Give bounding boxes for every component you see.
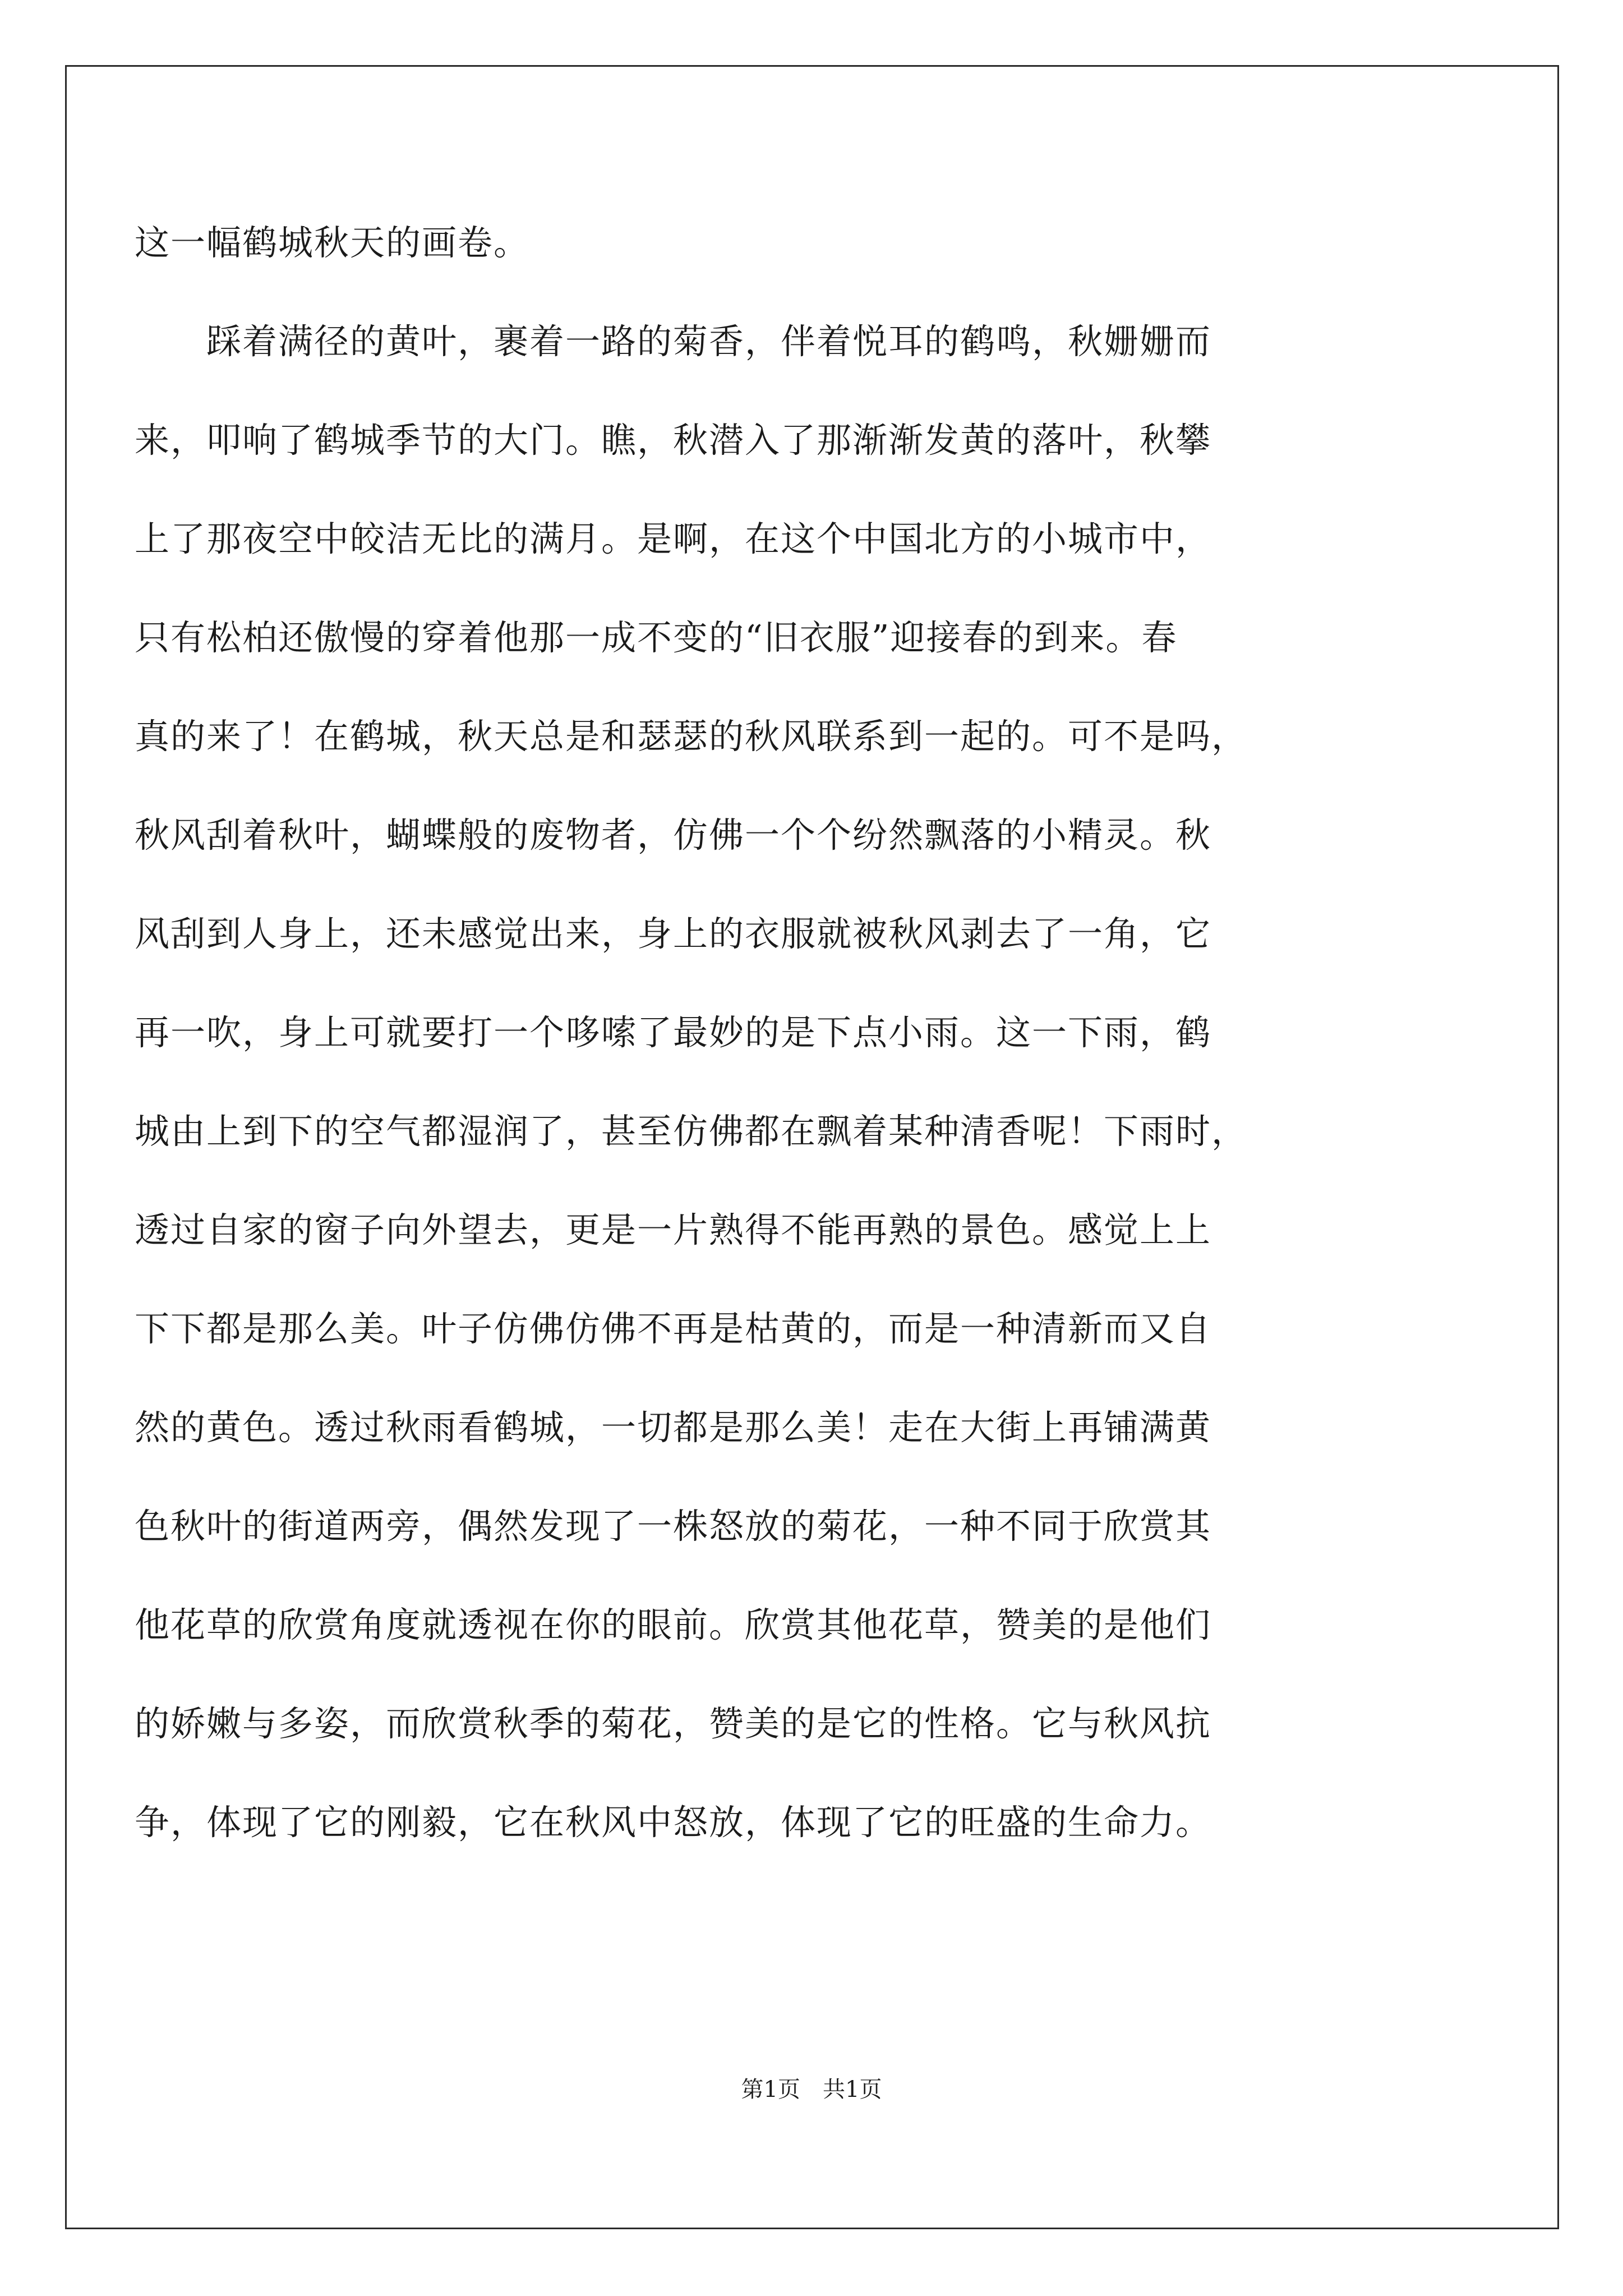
page-number-footer: 第1页 共1页 [741,2077,882,2102]
text-line: 他花草的欣赏角度就透视在你的眼前。欣赏其他花草，赞美的是他们 [135,1604,1212,1645]
text-line: 风刮到人身上，还未感觉出来，身上的衣服就被秋风剥去了一角，它 [135,913,1212,954]
text-line: 城由上到下的空气都湿润了，甚至仿佛都在飘着某种清香呢！下雨时， [135,1111,1248,1152]
article-body [135,194,1570,1872]
text-line: 真的来了！在鹤城，秋天总是和瑟瑟的秋风联系到一起的。可不是吗， [135,716,1248,757]
text-line: 踩着满径的黄叶，裹着一路的菊香，伴着悦耳的鹤鸣，秋姗姗而 [135,321,1212,362]
text-line: 的娇嫩与多姿，而欣赏秋季的菊花，赞美的是它的性格。它与秋风抗 [135,1703,1212,1744]
text-line: 再一吹，身上可就要打一个哆嗦了最妙的是下点小雨。这一下雨，鹤 [135,1012,1212,1053]
text-line: 然的黄色。透过秋雨看鹤城，一切都是那么美！走在大街上再铺满黄 [135,1407,1212,1448]
text-line: 下下都是那么美。叶子仿佛仿佛不再是枯黄的，而是一种清新而又自 [135,1308,1212,1349]
text-line: 秋风刮着秋叶，蝴蝶般的废物者，仿佛一个个纷然飘落的小精灵。秋 [135,815,1212,855]
text-line: 这一幅鹤城秋天的画卷。 [135,222,530,263]
text-line: 透过自家的窗子向外望去，更是一片熟得不能再熟的景色。感觉上上 [135,1209,1212,1250]
text-line: 争，体现了它的刚毅，它在秋风中怒放，体现了它的旺盛的生命力。 [135,1802,1212,1843]
text-line: 上了那夜空中皎洁无比的满月。是啊，在这个中国北方的小城市中， [135,518,1212,559]
text-line: 色秋叶的街道两旁，偶然发现了一株怒放的菊花，一种不同于欣赏其 [135,1506,1212,1547]
text-line: 只有松柏还傲慢的穿着他那一成不变的“旧衣服”迎接春的到来。春 [135,617,1178,658]
text-line: 来，叩响了鹤城季节的大门。瞧，秋潜入了那渐渐发黄的落叶，秋攀 [135,420,1212,461]
